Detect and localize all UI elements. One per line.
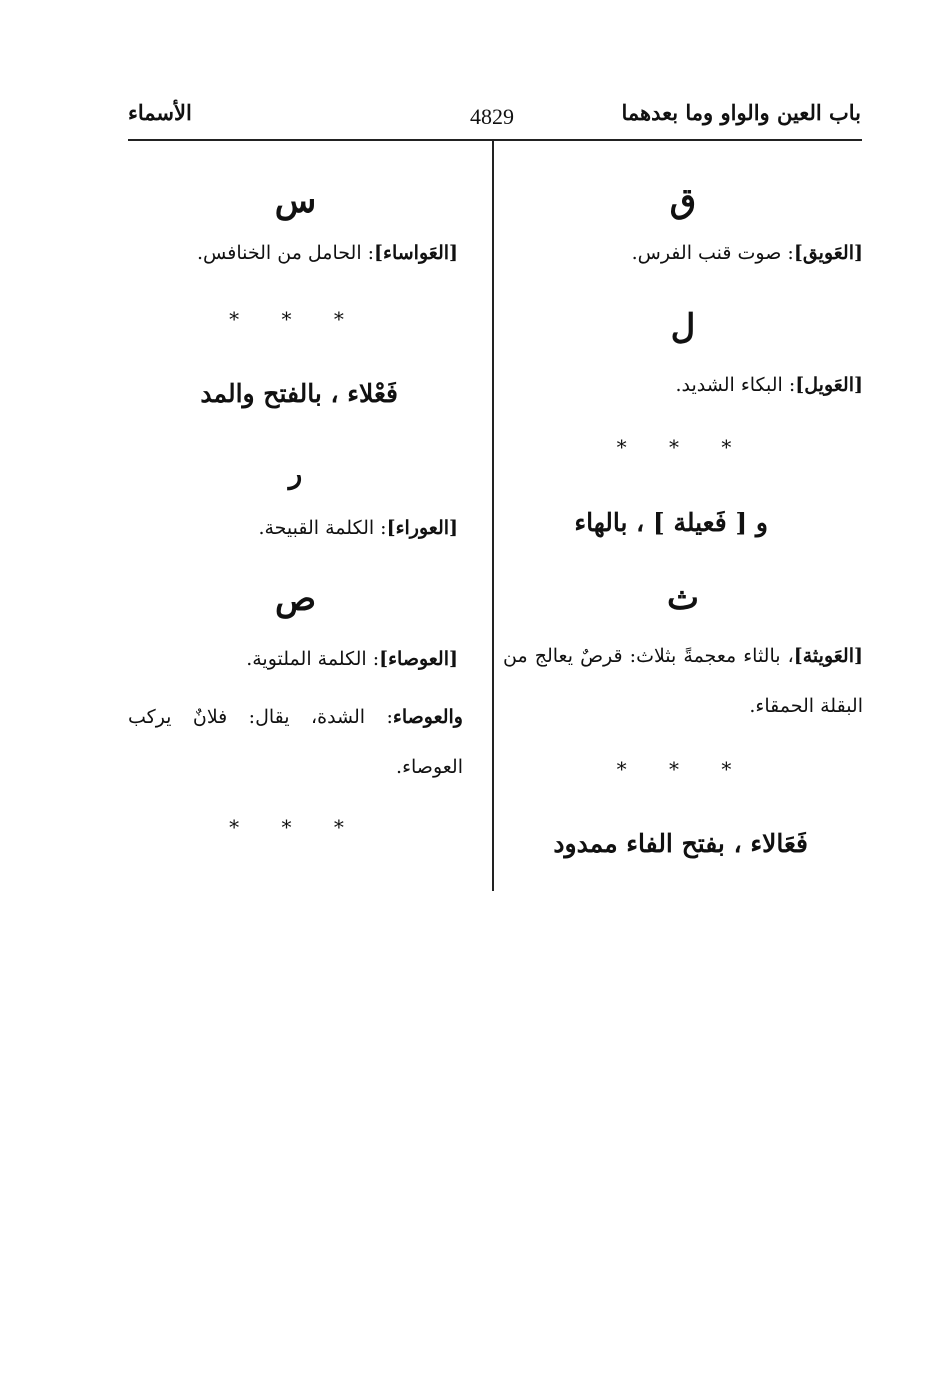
entry-term: [العَويل] [795,374,863,396]
dictionary-entry [197,242,458,265]
running-header-section: الأسماء [128,100,192,125]
entry-definition: : صوت قنب الفرس. [631,242,794,264]
dictionary-entry [503,631,863,731]
letter-heading-ra: ر [288,457,303,490]
dictionary-entry [632,242,863,265]
entry-term: والعوصاء [392,706,463,728]
entry-term: [العَويق] [793,242,863,264]
dictionary-entry [675,374,863,397]
entry-definition: : الشدة، يقال: فلانٌ يركب العوصاء. [128,706,463,778]
entry-term: [العوراء] [386,517,458,539]
column-divider [492,141,494,891]
running-header-chapter: باب العين والواو وما بعدهما [621,100,861,125]
entry-definition: ، بالثاء معجمةً بثلاث: قرصٌ يعالج من البقلة الحمقاء. [503,645,863,717]
section-separator: * * * [616,757,750,781]
letter-heading-qaf: ق [669,181,697,221]
section-separator: * * * [229,815,362,839]
section-separator: * * * [616,435,750,459]
page-number: 4829 [470,104,514,129]
pattern-heading: فَعْلاء ، بالفتح والمد [200,379,398,408]
pattern-heading: فَعَالاء ، بفتح الفاء ممدود [553,829,808,858]
header-rule [128,139,862,141]
pattern-heading: و [ فَعيلة ] ، بالهاء [574,508,768,537]
entry-term: [العوصاء] [379,648,458,670]
dictionary-entry [128,692,463,792]
dictionary-entry [246,648,458,671]
letter-heading-lam: ل [670,307,696,347]
letter-heading-tha: ث [666,578,699,618]
letter-heading-sin: س [274,181,317,221]
dictionary-entry [258,517,458,540]
entry-term: [العَواساء] [374,242,458,264]
entry-definition: : الكلمة القبيحة. [258,517,387,539]
entry-definition: : الكلمة الملتوية. [246,648,380,670]
section-separator: * * * [229,307,362,331]
entry-term: [العَويثة] [793,645,863,667]
entry-definition: : الحامل من الخنافس. [196,242,375,264]
letter-heading-sad: ص [274,579,317,619]
entry-definition: : البكاء الشديد. [675,374,796,396]
